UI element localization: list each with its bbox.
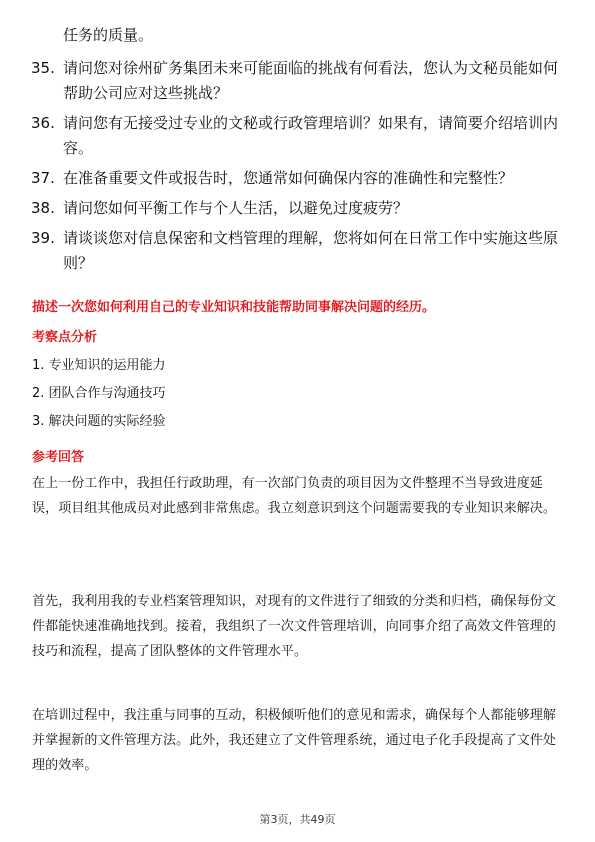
- question-number: 38.: [31, 199, 55, 217]
- featured-question: 描述一次您如何利用自己的专业知识和技能帮助同事解决问题的经历。: [32, 300, 436, 315]
- analysis-point: 1. 专业知识的运用能力: [32, 358, 166, 373]
- question-item: [31, 226, 571, 276]
- question-item: [31, 111, 571, 161]
- question-text: 请问您有无接受过专业的文秘或行政管理培训？如果有，请简要介绍培训内容。: [63, 114, 559, 157]
- page-footer: 第3页，共49页: [259, 813, 336, 826]
- question-number: 39.: [31, 229, 55, 247]
- question-number: 35.: [31, 59, 55, 77]
- question-item: [31, 166, 571, 191]
- answer-paragraph: 首先，我利用我的专业档案管理知识，对现有的文件进行了细致的分类和归档，确保每份文件都能快速准确地找到。接着，我组织了一次文件管理培训，向同事介绍了高效文件管理的技巧和流程，提高了团队整体的文件管理水平。: [32, 594, 557, 659]
- answer-heading: 参考回答: [32, 450, 85, 465]
- question-text: 请谈谈您对信息保密和文档管理的理解，您将如何在日常工作中实施这些原则？: [63, 229, 559, 272]
- answer-paragraph: 在培训过程中，我注重与同事的互动，积极倾听他们的意见和需求，确保每个人都能够理解并掌握新的文件管理方法。此外，我还建立了文件管理系统，通过电子化手段提高了文件处理的效率。: [32, 708, 557, 773]
- question-text: 请问您如何平衡工作与个人生活，以避免过度疲劳？: [63, 199, 409, 217]
- answer-paragraph: 在上一份工作中，我担任行政助理，有一次部门负责的项目因为文件整理不当导致进度延误，项目组其他成员对此感到非常焦虑。我立刻意识到这个问题需要我的专业知识来解决。: [32, 476, 557, 516]
- question-item: [31, 56, 571, 106]
- question-list: [31, 56, 571, 281]
- analysis-point: 2. 团队合作与沟通技巧: [32, 386, 166, 401]
- question-item: [31, 196, 571, 221]
- question-number: 36.: [31, 114, 55, 132]
- question-text: 请问您对徐州矿务集团未来可能面临的挑战有何看法，您认为文秘员能如何帮助公司应对这些挑战？: [63, 59, 559, 102]
- question-continuation: 任务的质量。: [63, 26, 154, 44]
- analysis-heading: 考察点分析: [32, 330, 98, 345]
- question-text: 在准备重要文件或报告时，您通常如何确保内容的准确性和完整性？: [63, 169, 514, 187]
- analysis-point: 3. 解决问题的实际经验: [32, 414, 166, 429]
- question-number: 37.: [31, 169, 55, 187]
